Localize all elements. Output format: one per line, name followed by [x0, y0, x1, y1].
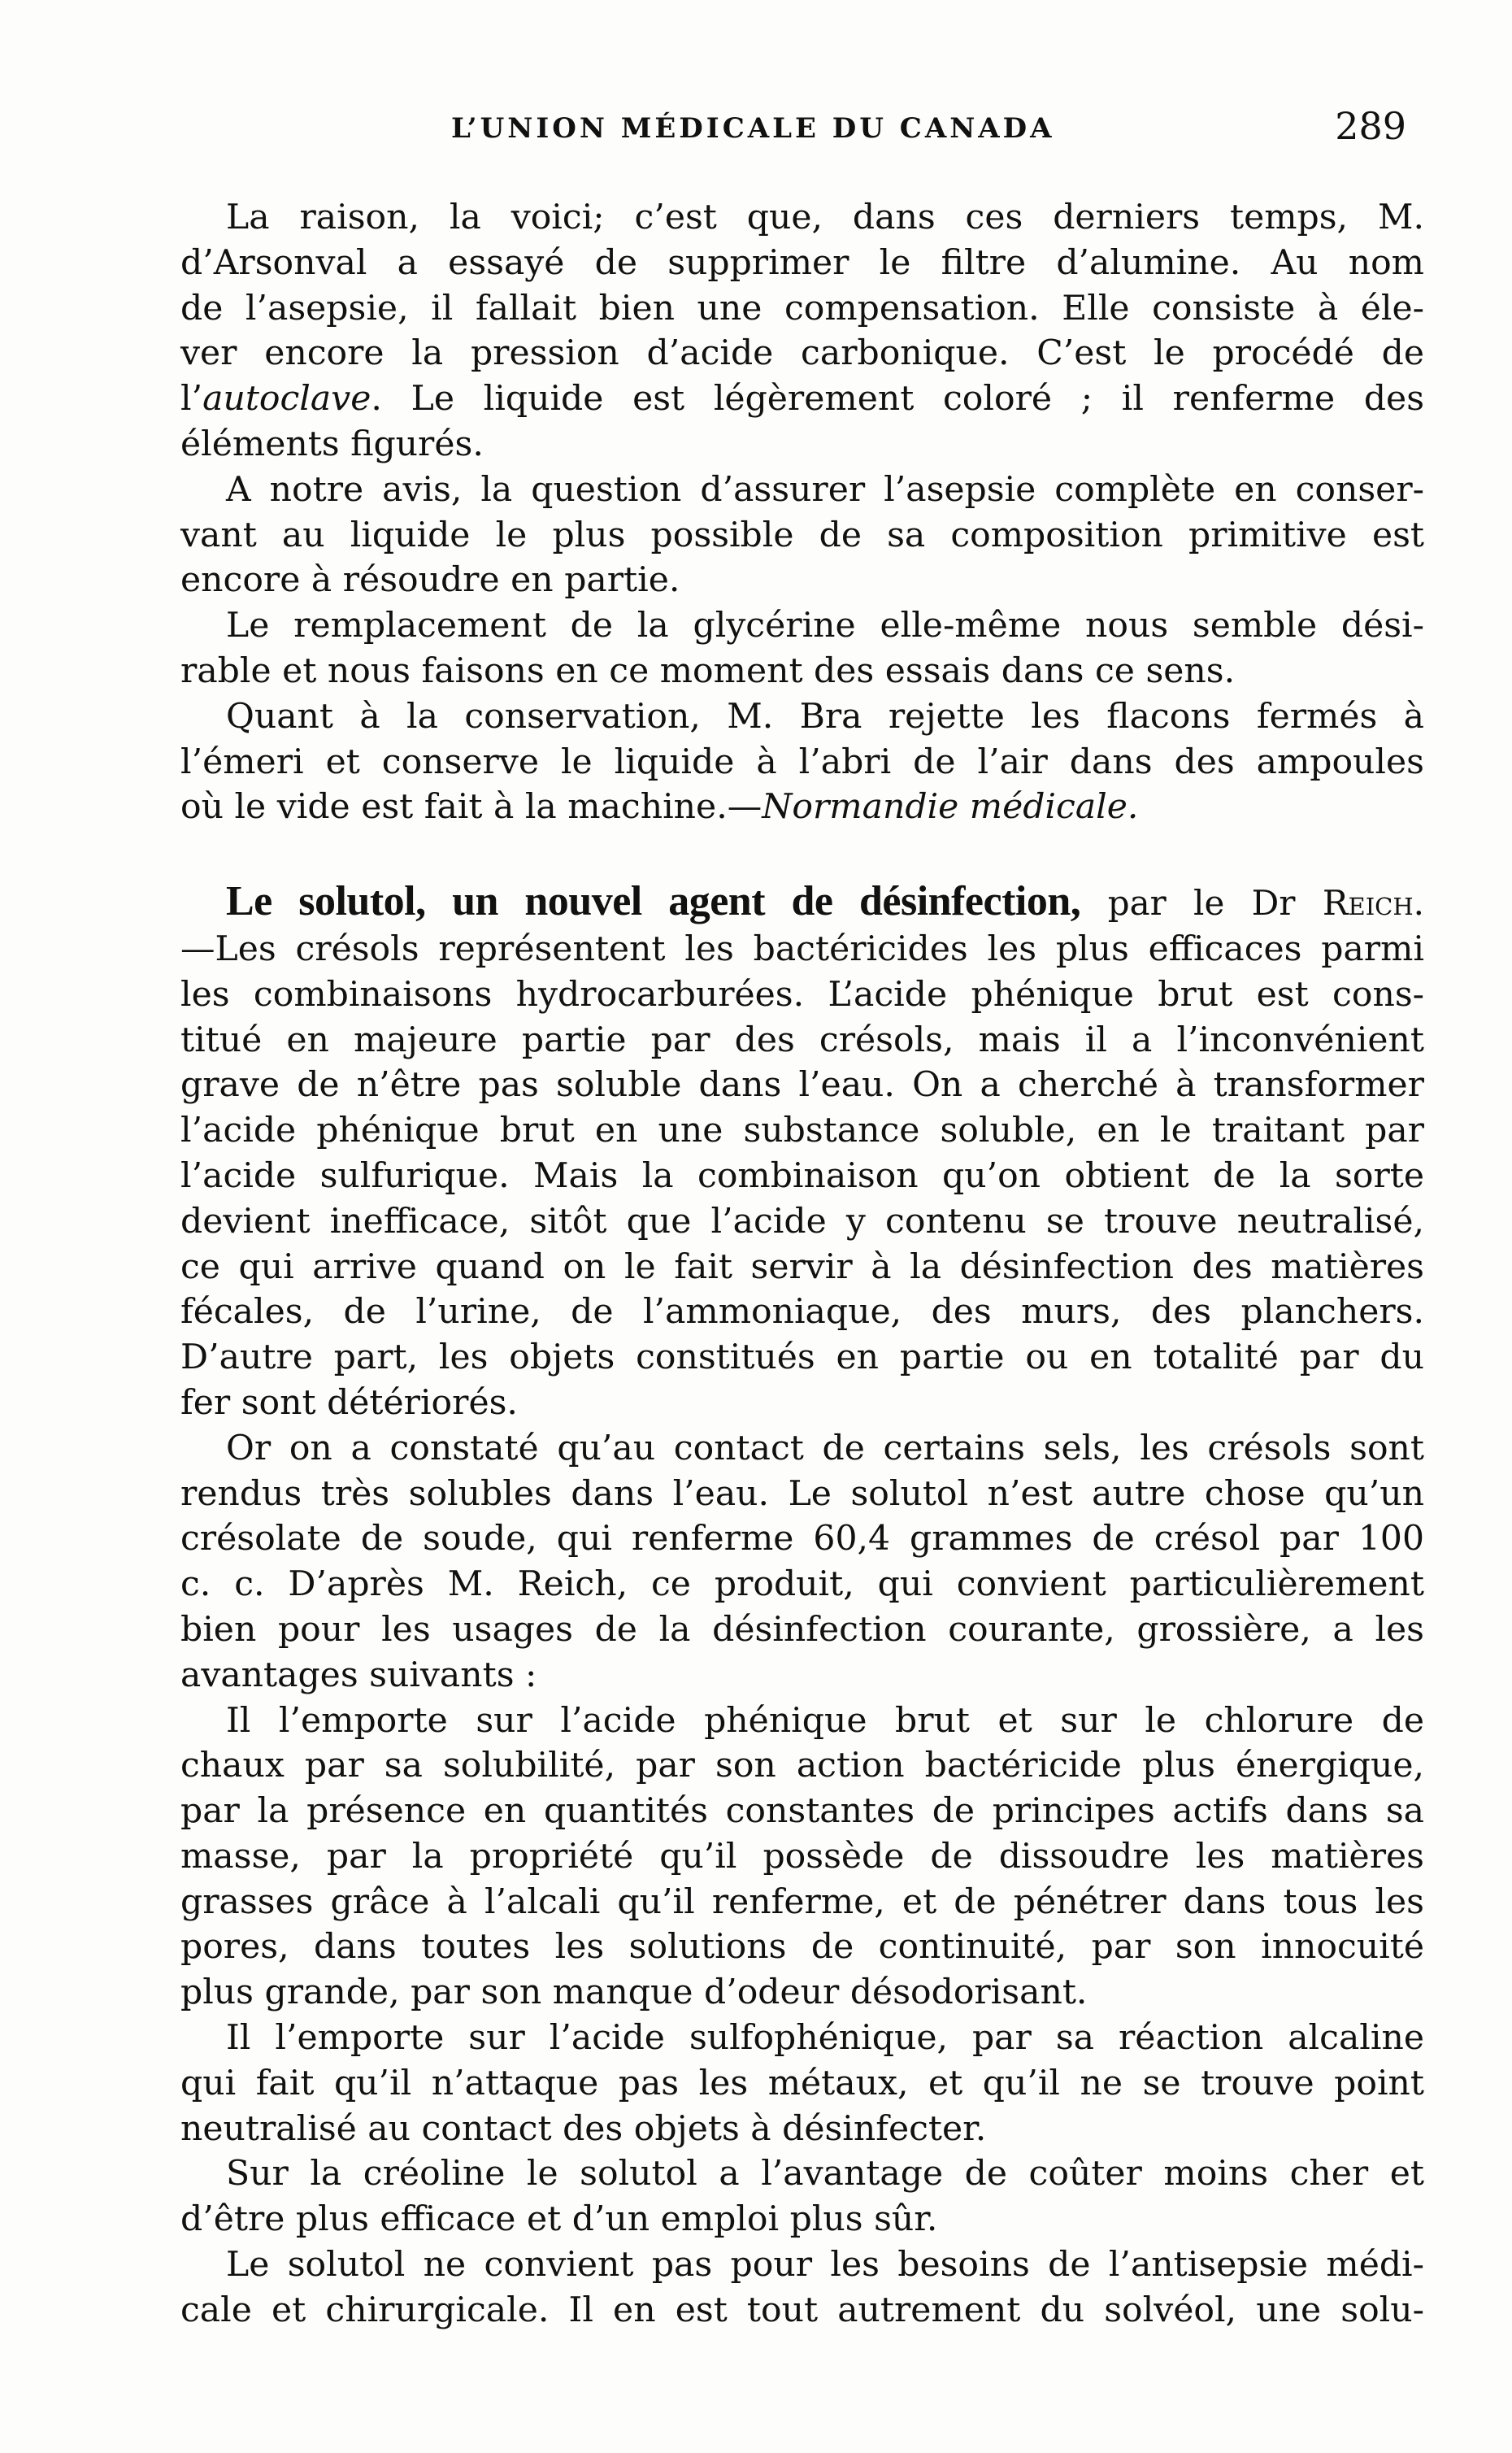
paragraph	[180, 1698, 1424, 2016]
article-title: Le solutol, un nouvel agent de désinfection,	[226, 878, 1081, 925]
text-line: par la présence en quantités constantes de principes actifs dans sa	[180, 1791, 1424, 1832]
text-line: c. c. D’après M. Reich, ce produit, qui convient particulièrement	[180, 1564, 1424, 1605]
text-line: éléments figurés.	[180, 424, 484, 464]
text-line: grasses grâce à l’alcali qu’il renferme, et de pénétrer dans tous les	[180, 1881, 1424, 1922]
paragraph	[180, 879, 1424, 1426]
text-line: La raison, la voici; c’est que, dans ces derniers temps, M.	[226, 198, 1424, 237]
text-line: l’acide phénique brut en une substance soluble, en le traitant par	[180, 1111, 1424, 1151]
text-line: l’émeri et conserve le liquide à l’abri de l’air dans des ampoules	[180, 742, 1424, 782]
italic-term: autoclave	[202, 379, 371, 420]
body-text	[180, 195, 1424, 2333]
text-line: fécales, de l’urine, de l’ammoniaque, des murs, des planchers.	[180, 1292, 1424, 1333]
text-line: Il l’emporte sur l’acide sulfophénique, par sa réaction alcaline	[226, 2018, 1424, 2059]
text-line: encore à résoudre en partie.	[180, 560, 680, 601]
text-line: fer sont détériorés.	[180, 1382, 518, 1423]
author-name: Reich.	[1322, 883, 1424, 924]
source-citation: Normandie médicale.	[762, 787, 1139, 828]
text-line: pores, dans toutes les solutions de continuité, par son innocuité	[180, 1927, 1424, 1968]
text-line: qui fait qu’il n’attaque pas les métaux, et qu’il ne se trouve point	[180, 2063, 1424, 2103]
text-line: masse, par la propriété qu’il possède de dissoudre les matières	[180, 1836, 1424, 1877]
text-line: neutralisé au contact des objets à désinfecter.	[180, 2108, 987, 2149]
text-fragment: l’	[180, 379, 203, 420]
text-line: les combinaisons hydrocarburées. L’acide phénique brut est cons-	[180, 974, 1424, 1015]
text-fragment: . Le liquide est légèrement coloré ; il renferme des	[371, 379, 1424, 420]
text-line: Or on a constaté qu’au contact de certains sels, les crésols sont	[226, 1428, 1424, 1468]
text-line: —Les crésols représentent les bactéricides les plus efficaces parmi	[180, 929, 1424, 969]
section-heading	[180, 879, 1424, 927]
paragraph	[180, 2242, 1424, 2333]
text-line: Quant à la conservation, M. Bra rejette les flacons fermés à	[226, 696, 1424, 737]
text-line	[180, 376, 1424, 422]
text-line: A notre avis, la question d’assurer l’asepsie complète en conser-	[226, 469, 1424, 510]
paragraph	[180, 603, 1424, 694]
text-line: plus grande, par son manque d’odeur désodorisant.	[180, 1972, 1088, 2013]
text-line: devient inefficace, sitôt que l’acide y contenu se trouve neutralisé,	[180, 1201, 1424, 1242]
paragraph	[180, 2016, 1424, 2151]
text-line: ce qui arrive quand on le fait servir à la désinfection des matières	[180, 1246, 1424, 1287]
author-prefix: par le Dr	[1107, 883, 1296, 924]
text-line: grave de n’être pas soluble dans l’eau. On a cherché à transformer	[180, 1065, 1424, 1106]
journal-title: L’UNION MÉDICALE DU CANADA	[451, 112, 1055, 145]
text-line: d’être plus efficace et d’un emploi plus sûr.	[180, 2199, 938, 2240]
text-line: chaux par sa solubilité, par son action bactéricide plus énergique,	[180, 1746, 1424, 1786]
text-line: titué en majeure partie par des crésols, mais il a l’inconvénient	[180, 1020, 1424, 1060]
text-line: d’Arsonval a essayé de supprimer le filtre d’alumine. Au nom	[180, 242, 1424, 283]
text-line: rable et nous faisons en ce moment des essais dans ce sens.	[180, 650, 1236, 691]
text-line: rendus très solubles dans l’eau. Le solutol n’est autre chose qu’un	[180, 1473, 1424, 1514]
text-line: avantages suivants :	[180, 1655, 537, 1695]
text-line: vant au liquide le plus possible de sa composition primitive est	[180, 515, 1424, 555]
text-line: cale et chirurgicale. Il en est tout autrement du solvéol, une solu-	[180, 2290, 1424, 2330]
text-line: Sur la créoline le solutol a l’avantage de coûter moins cher et	[226, 2154, 1424, 2194]
text-line: Il l’emporte sur l’acide phénique brut et sur le chlorure de	[226, 1700, 1424, 1741]
text-line: ver encore la pression d’acide carbonique. C’est le procédé de	[180, 333, 1424, 374]
section-gap	[180, 830, 1424, 879]
text-line: crésolate de soude, qui renferme 60,4 grammes de crésol par 100	[180, 1519, 1424, 1559]
paragraph	[180, 2151, 1424, 2242]
paragraph	[180, 694, 1424, 830]
text-line	[180, 785, 1424, 830]
text-line: Le remplacement de la glycérine elle-même nous semble dési-	[226, 606, 1424, 646]
text-line: bien pour les usages de la désinfection courante, grossière, a les	[180, 1609, 1424, 1650]
text-fragment: où le vide est fait à la machine.—	[180, 787, 763, 828]
text-line: D’autre part, les objets constitués en partie ou en totalité par du	[180, 1337, 1424, 1378]
running-head	[179, 104, 1431, 153]
paragraph	[180, 195, 1424, 468]
text-line: de l’asepsie, il fallait bien une compensation. Elle consiste à éle-	[180, 288, 1424, 328]
text-line: l’acide sulfurique. Mais la combinaison qu’on obtient de la sorte	[180, 1155, 1424, 1196]
page-number: 289	[1335, 104, 1406, 148]
paragraph	[180, 468, 1424, 603]
paragraph	[180, 1426, 1424, 1698]
text-line: Le solutol ne convient pas pour les besoins de l’antisepsie médi-	[226, 2245, 1424, 2286]
